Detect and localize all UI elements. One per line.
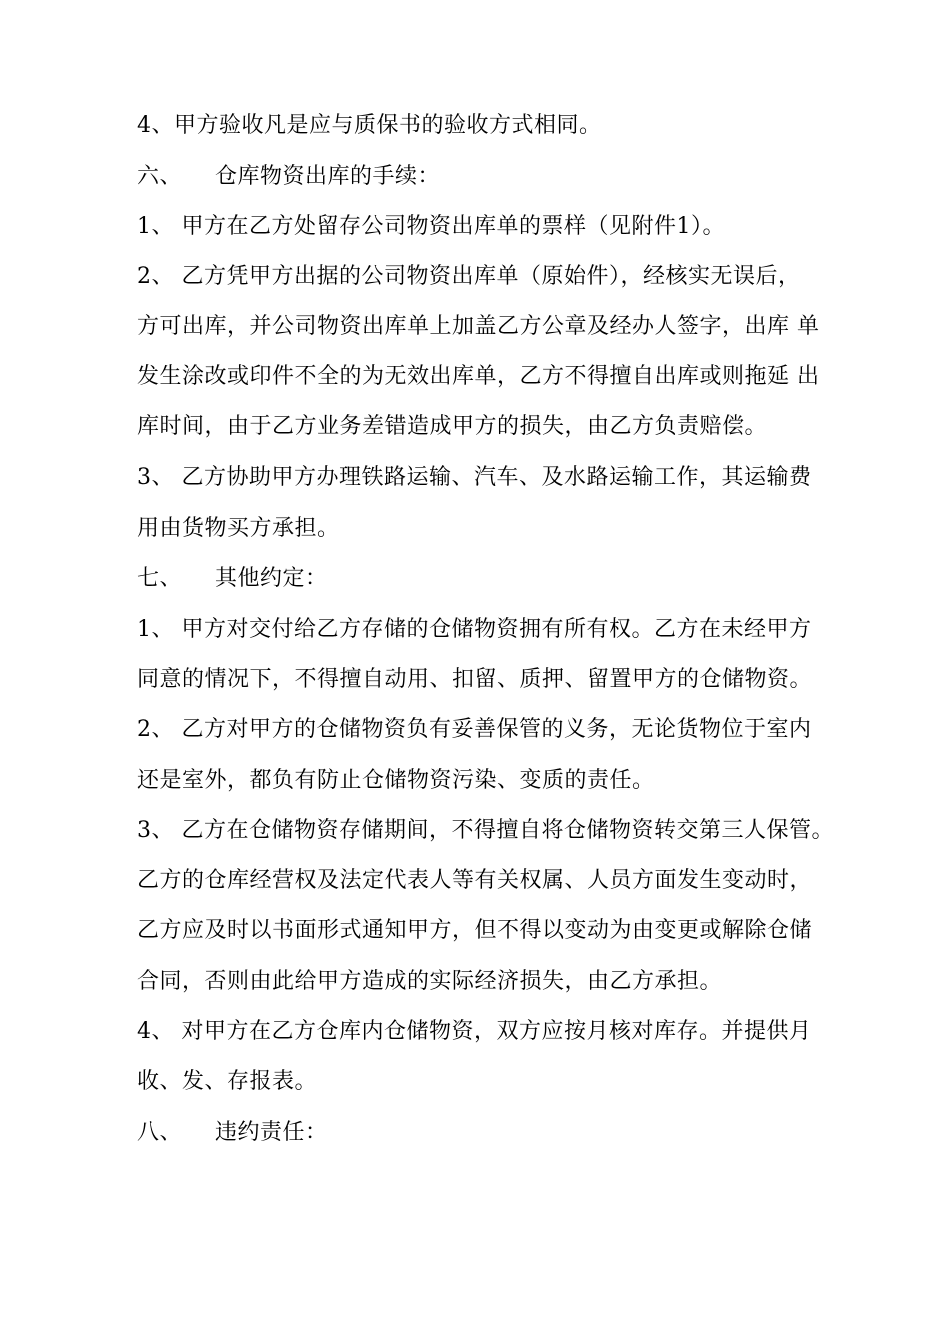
clause-line: 乙方应及时以书面形式通知甲方，但不得以变动为由变更或解除仓储 [137,918,813,943]
clause-line: 库时间，由于乙方业务差错造成甲方的损失，由乙方负责赔偿。 [137,414,768,439]
clause-line: 3、 乙方协助甲方办理铁路运输、汽车、及水路运输工作，其运输费 [137,465,812,490]
section-number: 六、 [137,164,183,189]
clause-line: 发生涂改或印件不全的为无效出库单，乙方不得擅自出库或则拖延 出 [137,364,820,389]
clause-line: 4、 对甲方在乙方仓库内仓储物资，双方应按月核对库存。并提供月 [137,1019,812,1044]
clause-line: 合同，否则由此给甲方造成的实际经济损失，由乙方承担。 [137,969,723,994]
clause-line: 2、 乙方对甲方的仓储物资负有妥善保管的义务，无论货物位于室内 [137,717,812,742]
clause-line: 2、 乙方凭甲方出据的公司物资出库单（原始件），经核实无误后， [137,264,801,289]
section-title: 其他约定： [215,566,328,591]
section-heading-8 [137,1118,328,1148]
section-heading-6 [137,162,440,192]
clause-line: 还是室外，都负有防止仓储物资污染、变质的责任。 [137,768,655,793]
section-heading-7 [137,564,328,594]
clause-line: 同意的情况下，不得擅自动用、扣留、质押、留置甲方的仓储物资。 [137,667,813,692]
clause-line: 3、 乙方在仓储物资存储期间，不得擅自将仓储物资转交第三人保管。 [137,818,834,843]
clause-line: 用由货物买方承担。 [137,516,340,541]
section-number: 八、 [137,1120,183,1145]
section-title: 仓库物资出库的手续： [215,164,441,189]
clause-line: 乙方的仓库经营权及法定代表人等有关权属、人员方面发生变动时， [137,868,813,893]
clause-line: 1、 甲方对交付给乙方存储的仓储物资拥有所有权。乙方在未经甲方 [137,617,812,642]
section-title: 违约责任： [215,1120,328,1145]
clause-line: 方可出库，并公司物资出库单上加盖乙方公章及经办人签字，出库 单 [137,314,820,339]
clause-line: 收、发、存报表。 [137,1069,318,1094]
clause-line: 1、 甲方在乙方处留存公司物资出库单的票样（见附件1）。 [137,214,725,239]
section-number: 七、 [137,566,183,591]
clause-6-4: 4、甲方验收凡是应与质保书的验收方式相同。 [137,113,602,138]
